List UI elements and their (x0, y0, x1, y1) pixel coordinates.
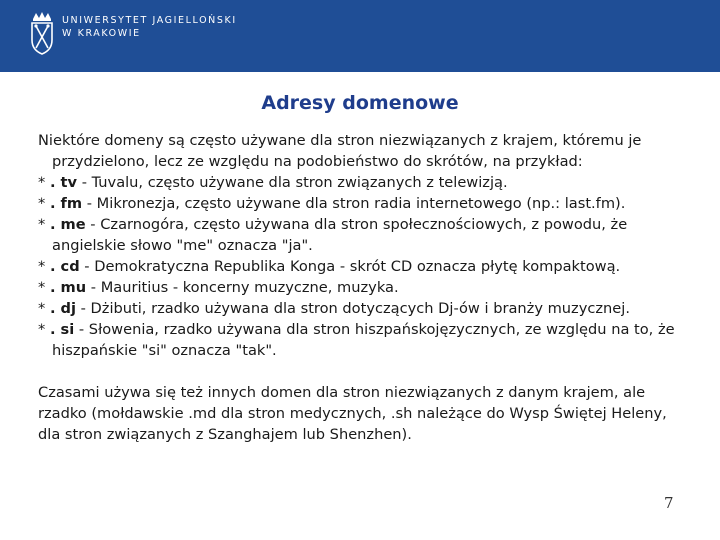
domain-code: . tv (49, 174, 78, 191)
bullet: * (38, 321, 50, 338)
list-item (38, 277, 688, 298)
item-text: - Demokratyczna Republika Konga - skrót CD oznacza płytę kompaktową. (79, 258, 621, 275)
university-name (62, 14, 237, 40)
domain-code: . si (49, 321, 75, 338)
intro-paragraph: Niektóre domeny są często używane dla stron niezwiązanych z krajem, któremu je przydzielono, lecz ze względu na podobieństwo do skrótów, na przykład: (38, 132, 642, 170)
domain-code: . mu (49, 279, 87, 296)
university-crest-icon (30, 10, 54, 62)
list-item (38, 193, 688, 214)
item-text: - Tuvalu, często używane dla stron związanych z telewizją. (77, 174, 508, 191)
domain-code: . me (49, 216, 86, 233)
bullet: * (38, 258, 50, 275)
page-number: 7 (664, 494, 674, 512)
university-name-line1: UNIWERSYTET JAGIELLOŃSKI (62, 15, 237, 26)
bullet: * (38, 174, 50, 191)
list-item (38, 256, 688, 277)
item-text: - Czarnogóra, często używana dla stron społecznościowych, z powodu, że angielskie słowo "me" oznacza "ja". (52, 216, 628, 254)
bullet: * (38, 195, 50, 212)
bullet: * (38, 216, 50, 233)
header-bar (0, 0, 720, 72)
university-name-line2: W KRAKOWIE (62, 28, 141, 39)
list-item (38, 319, 688, 361)
domain-code: . fm (49, 195, 83, 212)
item-text: - Dżibuti, rzadko używana dla stron dotyczących Dj-ów i branży muzycznej. (76, 300, 630, 317)
domain-code: . cd (49, 258, 80, 275)
slide-title: Adresy domenowe (261, 92, 459, 114)
second-paragraph: Czasami używa się też innych domen dla stron niezwiązanych z danym krajem, ale rzadko (mołdawskie .md dla stron medycznych, .sh należące do Wysp Świętej Heleny, dla stron związanych z Szanghajem lub Shenzhen). (38, 384, 667, 443)
bullet: * (38, 279, 50, 296)
bullet: * (38, 300, 50, 317)
item-text: - Słowenia, rzadko używana dla stron hiszpańskojęzycznych, ze względu na to, że hiszpańskie "si" oznacza "tak". (52, 321, 675, 359)
item-text: - Mauritius - koncerny muzyczne, muzyka. (86, 279, 399, 296)
list-item (38, 172, 688, 193)
list-item (38, 298, 688, 319)
slide-content (38, 130, 688, 445)
item-text: - Mikronezja, często używane dla stron radia internetowego (np.: last.fm). (82, 195, 626, 212)
domain-code: . dj (49, 300, 77, 317)
list-item (38, 214, 688, 256)
